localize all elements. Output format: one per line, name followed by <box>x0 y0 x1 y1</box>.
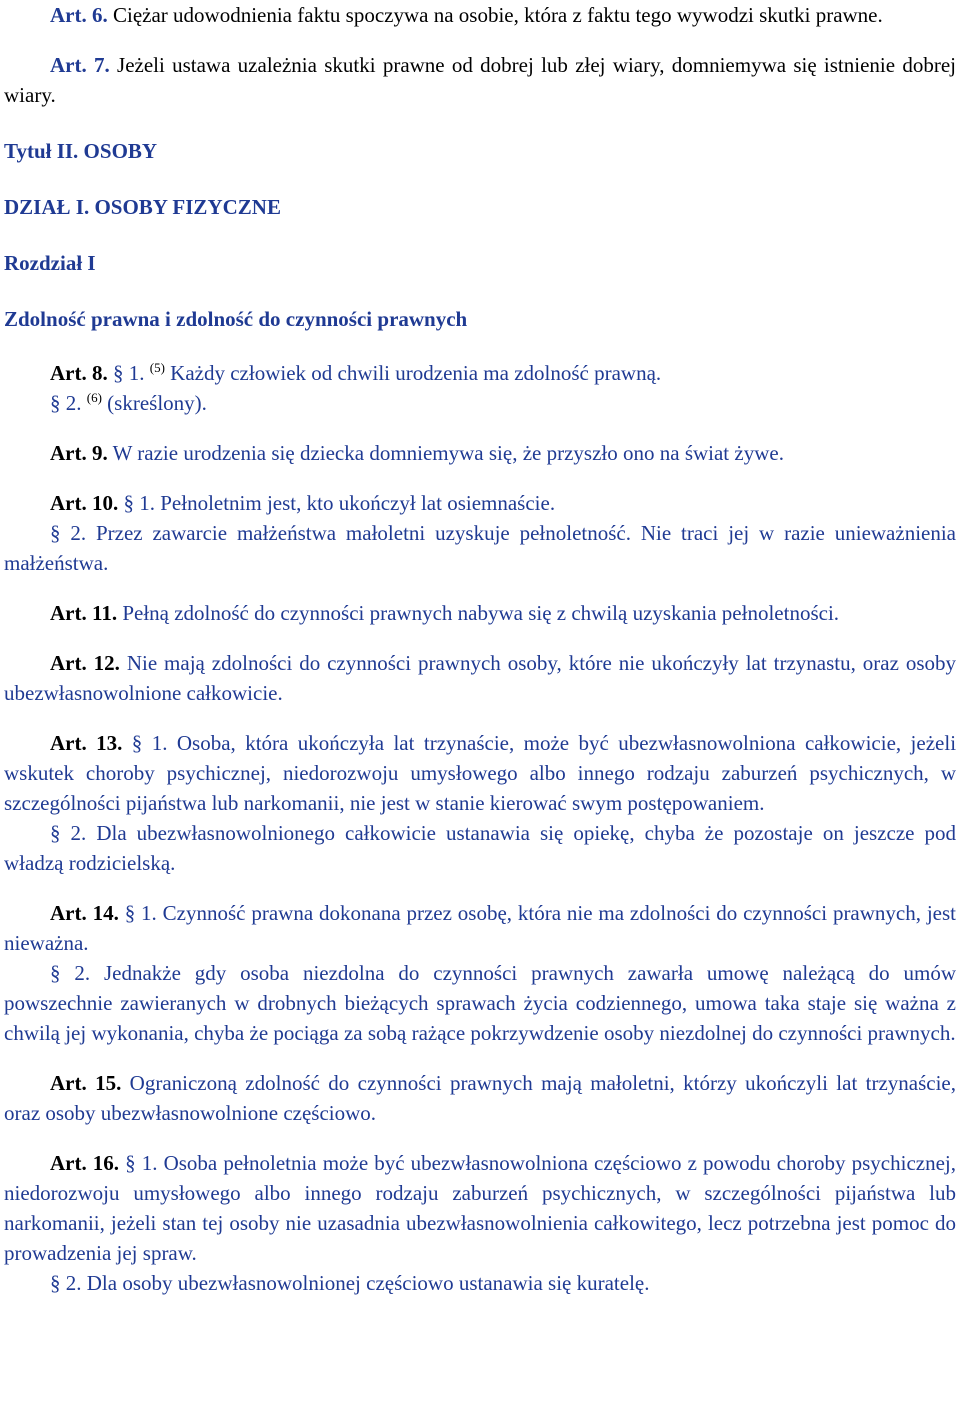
article-text: Czynność prawna dokonana przez osobę, która nie ma zdolności do czynności prawnych, jest nieważna. <box>4 901 957 955</box>
article-number: Art. 10. <box>50 491 119 515</box>
chapter-heading: Rozdział I <box>4 251 96 275</box>
article-number: Art. 8. <box>50 361 108 385</box>
paragraph-mark: § <box>50 521 71 545</box>
article-10-paragraph-1: Art. 10. § 1. Pełnoletnim jest, kto ukończył lat osiemnaście. <box>50 491 556 515</box>
paragraph-mark: § <box>50 961 75 985</box>
article-number: Art. 16. <box>50 1151 120 1175</box>
article-number: Art. 9. <box>50 441 108 465</box>
division-heading: DZIAŁ I. OSOBY FIZYCZNE <box>4 195 281 219</box>
article-number: Art. 15. <box>50 1071 122 1095</box>
paragraph-mark: § <box>122 731 143 755</box>
article-number: Art. 14. <box>50 901 119 925</box>
article-13-paragraph-1: Art. 13. § 1. Osoba, która ukończyła lat trzynaście, może być ubezwłasnowolniona całkowicie, jeżeli wskutek choroby psychicznej, niedorozwoju umysłowego albo innego rodzaju zaburzeń psychicznych, w szczególności pijaństwa lub narkomanii, nie jest w stanie kierować swym postępowaniem. <box>4 731 957 815</box>
article-14-paragraph-1: Art. 14. § 1. Czynność prawna dokonana przez osobę, która nie ma zdolności do czynności prawnych, jest nieważna. <box>4 901 957 955</box>
article-11 <box>4 598 956 628</box>
article-text: Osoba pełnoletnia może być ubezwłasnowolniona częściowo z powodu choroby psychicznej, niedorozwoju umysłowego albo innego rodzaju zaburzeń psychicznych, w szczególności pijaństwa lub narkomanii, jeżeli stan tej osoby nie uzasadnia ubezwłasnowolnienia całkowitego, lecz potrzebna jest pomoc do prowadzenia jej spraw. <box>4 1151 957 1265</box>
article-text: Ciężar udowodnienia faktu spoczywa na osobie, która z faktu tego wywodzi skutki prawne. <box>107 3 883 27</box>
article-10-paragraph-2: § 2. Przez zawarcie małżeństwa małoletni uzyskuje pełnoletność. Nie traci jej w razie unieważnienia małżeństwa. <box>4 521 957 575</box>
article-16-paragraph-1: Art. 16. § 1. Osoba pełnoletnia może być ubezwłasnowolniona częściowo z powodu choroby psychicznej, niedorozwoju umysłowego albo innego rodzaju zaburzeń psychicznych, w szczególności pijaństwa lub narkomanii, jeżeli stan tej osoby nie uzasadnia ubezwłasnowolnienia całkowitego, lecz potrzebna jest pomoc do prowadzenia jej spraw. <box>4 1151 957 1265</box>
article-text: Ograniczoną zdolność do czynności prawnych mają małoletni, którzy ukończyli lat trzynaście, oraz osoby ubezwłasnowolnione częściowo. <box>4 1071 956 1125</box>
article-15 <box>4 1068 956 1128</box>
article-text: (skreślony). <box>101 391 207 415</box>
article-13-paragraph-2: § 2. Dla ubezwłasnowolnionego całkowicie ustanawia się opiekę, chyba że pozostaje on jeszcze pod władzą rodzicielską. <box>4 821 956 875</box>
article-number: Art. 12. <box>50 651 120 675</box>
article-text: Dla ubezwłasnowolnionego całkowicie ustanawia się opiekę, chyba że pozostaje on jeszcze pod władzą rodzicielską. <box>4 821 956 875</box>
paragraph-mark: § <box>119 1151 136 1175</box>
article-number: Art. 13. <box>50 731 123 755</box>
article-text: Pełną zdolność do czynności prawnych nabywa się z chwilą uzyskania pełnoletności. <box>117 601 840 625</box>
paragraph-mark: § <box>50 391 66 415</box>
article-8-paragraph-1: Art. 8. § 1. $^{(5)}$ Każdy człowiek od chwili urodzenia ma zdolność prawną. <box>50 360 662 385</box>
article-9 <box>4 438 956 468</box>
footnote-ref: (5) <box>149 360 165 375</box>
article-7 <box>4 50 956 110</box>
article-text: Jednakże gdy osoba niezdolna do czynności prawnych zawarła umowę należącą do umów powszechnie zawieranych w drobnych bieżących sprawach życia codziennego, umowa taka staje się ważna z chwilą jej wykonania, chyba że pociąga za sobą rażące pokrzywdzenie osoby niezdolnej do czynności prawnych. <box>4 961 956 1045</box>
article-14-paragraph-2: § 2. Jednakże gdy osoba niezdolna do czynności prawnych zawarła umowę należącą do umów powszechnie zawieranych w drobnych bieżących sprawach życia codziennego, umowa taka staje się ważna z chwilą jej wykonania, chyba że pociąga za sobą rażące pokrzywdzenie osoby niezdolnej do czynności prawnych. <box>4 961 956 1045</box>
paragraph-mark: § <box>50 1271 66 1295</box>
article-text: Osoba, która ukończyła lat trzynaście, może być ubezwłasnowolniona całkowicie, jeżeli wskutek choroby psychicznej, niedorozwoju umysłowego albo innego rodzaju zaburzeń psychicznych, w szczególności pijaństwa lub narkomanii, nie jest w stanie kierować swym postępowaniem. <box>4 731 957 815</box>
article-text: Każdy człowiek od chwili urodzenia ma zdolność prawną. <box>164 361 662 385</box>
article-text: Nie mają zdolności do czynności prawnych osoby, które nie ukończyły lat trzynastu, oraz osoby ubezwłasnowolnione całkowicie. <box>4 651 956 705</box>
chapter-title: Zdolność prawna i zdolność do czynności prawnych <box>4 307 468 331</box>
article-text: Dla osoby ubezwłasnowolnionej częściowo ustanawia się kuratelę. <box>81 1271 650 1295</box>
article-text: Przez zawarcie małżeństwa małoletni uzyskuje pełnoletność. Nie traci jej w razie unieważnienia małżeństwa. <box>4 521 957 575</box>
paragraph-mark: § <box>118 901 136 925</box>
article-8-paragraph-2: § 2. $^{(6)}$ (skreślony). <box>50 390 207 415</box>
article-text: Jeżeli ustawa uzależnia skutki prawne od dobrej lub złej wiary, domniemywa się istnienie dobrej wiary. <box>4 53 956 107</box>
article-number: Art. 11. <box>50 601 118 625</box>
footnote-ref: (6) <box>86 390 102 405</box>
article-text: Pełnoletnim jest, kto ukończył lat osiemnaście. <box>154 491 556 515</box>
article-12 <box>4 648 956 708</box>
article-text: W razie urodzenia się dziecka domniemywa się, że przyszło ono na świat żywe. <box>107 441 784 465</box>
article-number: Art. 7. <box>50 53 110 77</box>
paragraph-mark: § <box>50 821 71 845</box>
paragraph-mark: § <box>107 361 124 385</box>
article-16-paragraph-2: § 2. Dla osoby ubezwłasnowolnionej częściowo ustanawia się kuratelę. <box>50 1271 650 1295</box>
title-heading: Tytuł II. OSOBY <box>4 139 158 163</box>
paragraph-mark: § <box>118 491 134 515</box>
article-6 <box>4 0 956 30</box>
article-number: Art. 6. <box>50 3 108 27</box>
